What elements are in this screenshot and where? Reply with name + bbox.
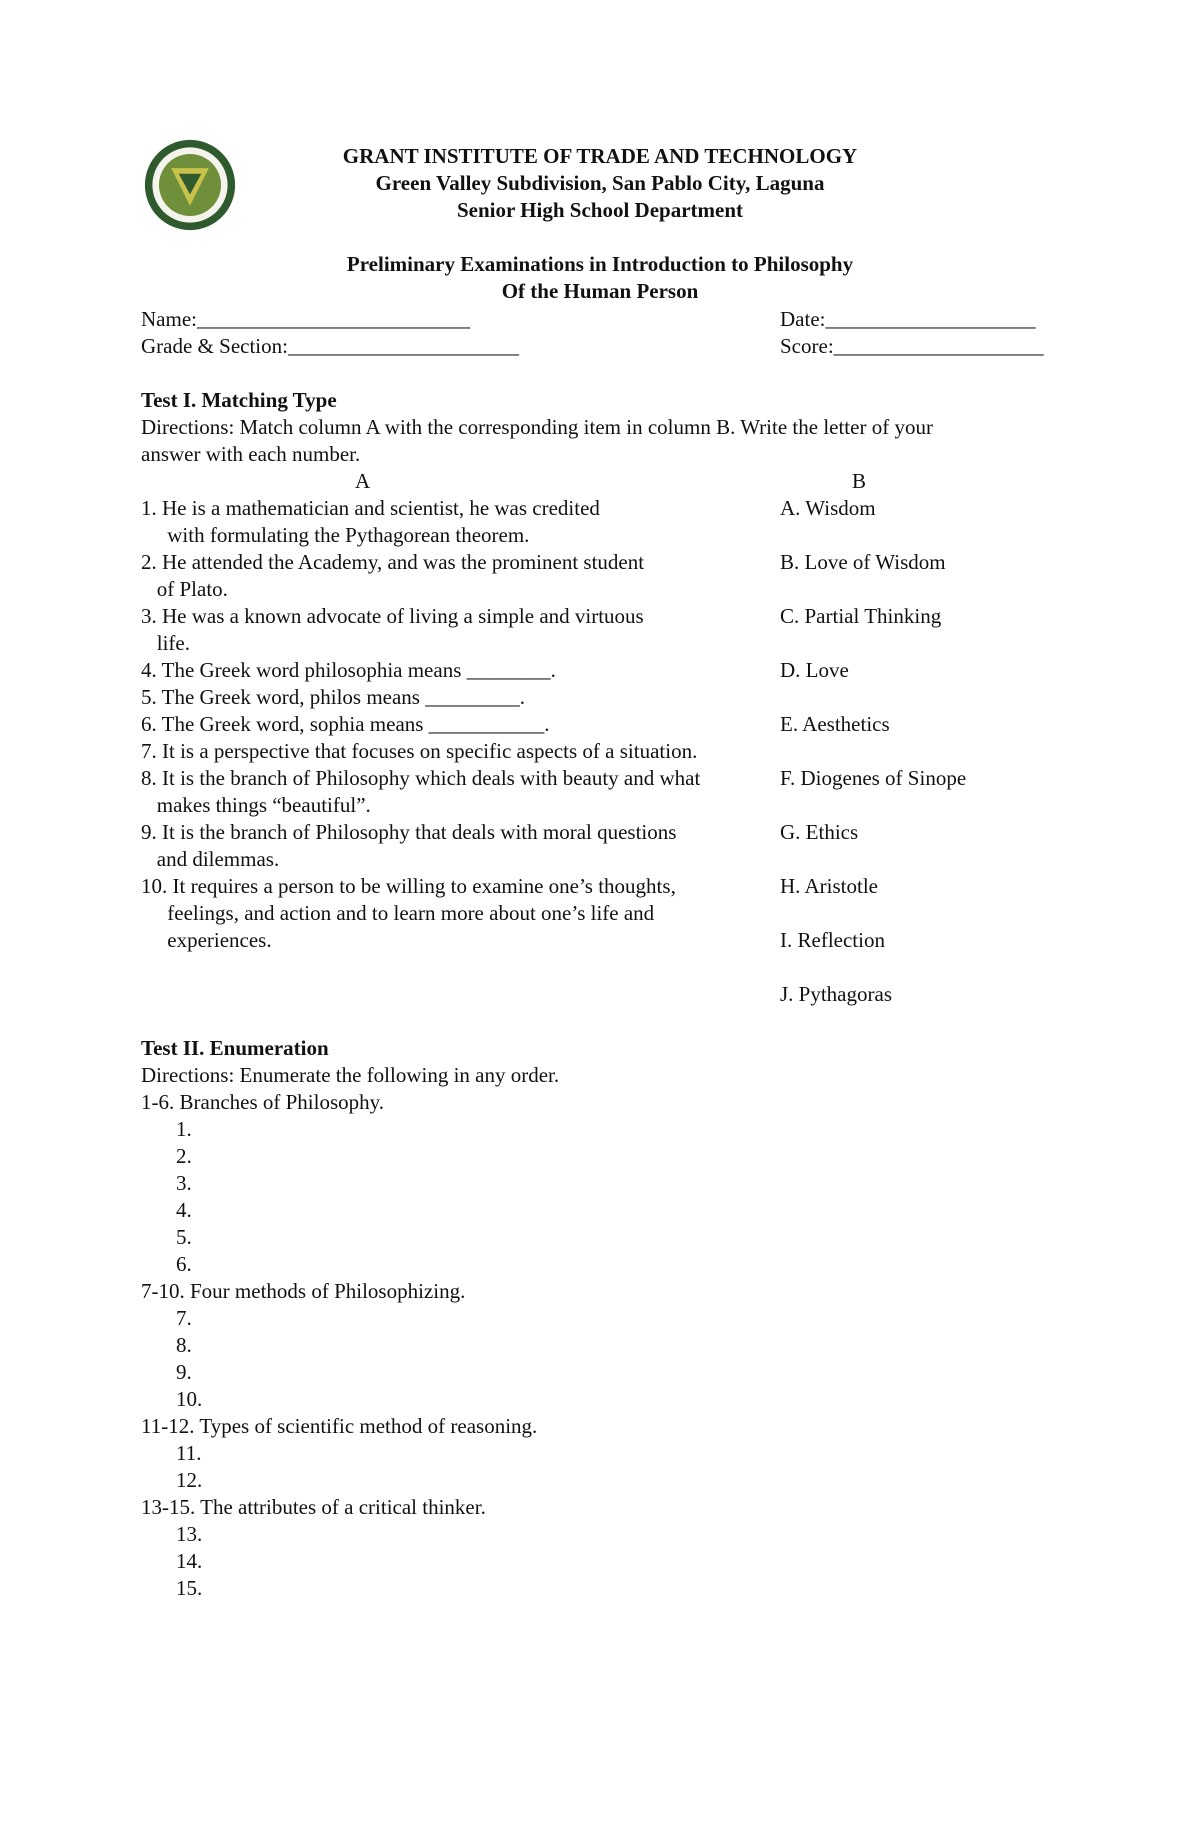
enum-group-2-label: 7-10. Four methods of Philosophizing.	[141, 1279, 466, 1303]
name-field[interactable]: Name:__________________________	[141, 307, 470, 331]
enum-number: 7.	[176, 1306, 192, 1330]
item-10-line1: 10. It requires a person to be willing to examine one’s thoughts,	[141, 874, 676, 898]
institution-address: Green Valley Subdivision, San Pablo City, Laguna	[375, 171, 825, 195]
grade-section-field[interactable]: Grade & Section:______________________	[141, 334, 519, 358]
item-9-line2: and dilemmas.	[141, 847, 280, 871]
department-name: Senior High School Department	[456, 198, 744, 222]
enum-number: 5.	[176, 1225, 192, 1249]
choice-b: B. Love of Wisdom	[780, 550, 946, 574]
enum-number: 13.	[176, 1522, 203, 1546]
enum-number: 9.	[176, 1360, 192, 1384]
enum-number: 6.	[176, 1252, 192, 1276]
item-3-line1: 3. He was a known advocate of living a simple and virtuous	[141, 604, 644, 628]
enum-number: 10.	[176, 1387, 203, 1411]
enum-number: 14.	[176, 1549, 203, 1573]
item-3-line2: life.	[141, 631, 190, 655]
column-b-header: B	[852, 469, 867, 493]
choice-g: G. Ethics	[780, 820, 859, 844]
item-7: 7. It is a perspective that focuses on specific aspects of a situation.	[141, 739, 698, 763]
enum-group-1-label: 1-6. Branches of Philosophy.	[141, 1090, 385, 1114]
enum-number: 12.	[176, 1468, 203, 1492]
item-9-line1: 9. It is the branch of Philosophy that deals with moral questions	[141, 820, 677, 844]
institution-name: GRANT INSTITUTE OF TRADE AND TECHNOLOGY	[342, 144, 858, 168]
enum-group-3-label: 11-12. Types of scientific method of reasoning.	[141, 1414, 538, 1438]
choice-e: E. Aesthetics	[780, 712, 890, 736]
item-6: 6. The Greek word, sophia means ___________.	[141, 712, 550, 736]
enum-number: 3.	[176, 1171, 192, 1195]
test1-directions-line1: Directions: Match column A with the corresponding item in column B. Write the letter of your	[141, 415, 933, 439]
choice-f: F. Diogenes of Sinope	[780, 766, 967, 790]
choice-i: I. Reflection	[780, 928, 885, 952]
item-8-line1: 8. It is the branch of Philosophy which deals with beauty and what	[141, 766, 701, 790]
exam-subtitle: Of the Human Person	[501, 279, 699, 303]
enum-group-4-label: 13-15. The attributes of a critical thinker.	[141, 1495, 486, 1519]
test1-title: Test I. Matching Type	[141, 388, 337, 412]
exam-title: Preliminary Examinations in Introduction to Philosophy	[346, 252, 854, 276]
enum-number: 1.	[176, 1117, 192, 1141]
enum-number: 8.	[176, 1333, 192, 1357]
choice-d: D. Love	[780, 658, 849, 682]
test2-title: Test II. Enumeration	[141, 1036, 329, 1060]
item-1-line2: with formulating the Pythagorean theorem.	[141, 523, 530, 547]
school-logo	[143, 138, 237, 232]
item-1-line1: 1. He is a mathematician and scientist, he was credited	[141, 496, 600, 520]
choice-c: C. Partial Thinking	[780, 604, 942, 628]
choice-a: A. Wisdom	[780, 496, 876, 520]
item-2-line1: 2. He attended the Academy, and was the prominent student	[141, 550, 645, 574]
enum-number: 4.	[176, 1198, 192, 1222]
enum-number: 11.	[176, 1441, 202, 1465]
item-5: 5. The Greek word, philos means _________.	[141, 685, 525, 709]
item-2-line2: of Plato.	[141, 577, 228, 601]
item-10-line2: feelings, and action and to learn more about one’s life and	[141, 901, 655, 925]
item-10-line3: experiences.	[141, 928, 272, 952]
test2-directions: Directions: Enumerate the following in any order.	[141, 1063, 560, 1087]
date-field[interactable]: Date:____________________	[780, 307, 1036, 331]
item-4: 4. The Greek word philosophia means ________.	[141, 658, 556, 682]
enum-number: 15.	[176, 1576, 203, 1600]
score-field[interactable]: Score:____________________	[780, 334, 1044, 358]
enum-number: 2.	[176, 1144, 192, 1168]
column-a-header: A	[355, 469, 371, 493]
choice-j: J. Pythagoras	[780, 982, 892, 1006]
choice-h: H. Aristotle	[780, 874, 878, 898]
test1-directions-line2: answer with each number.	[141, 442, 361, 466]
item-8-line2: makes things “beautiful”.	[141, 793, 371, 817]
